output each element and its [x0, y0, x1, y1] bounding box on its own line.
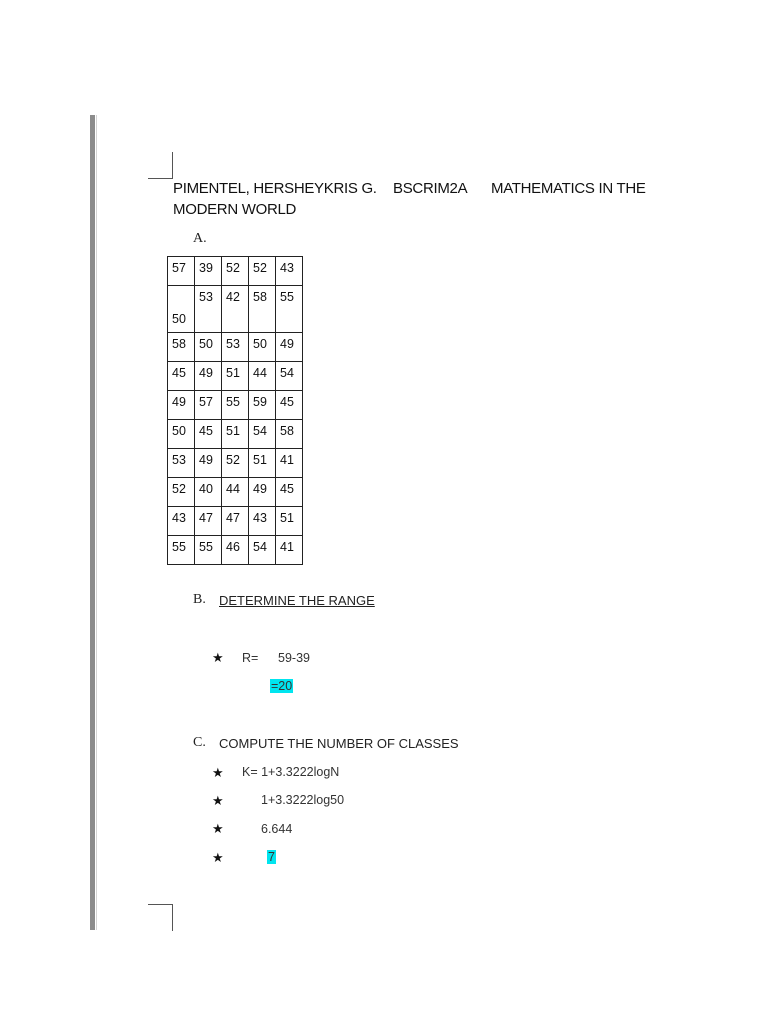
table-cell: 57 — [195, 391, 222, 420]
range-expression: 59-39 — [278, 651, 310, 665]
table-cell: 50 — [249, 333, 276, 362]
table-cell: 53 — [222, 333, 249, 362]
table-cell: 57 — [168, 257, 195, 286]
table-cell: 54 — [249, 536, 276, 565]
table-cell: 55 — [168, 536, 195, 565]
table-row — [168, 333, 303, 362]
range-result-highlight: =20 — [271, 679, 293, 693]
margin-corner-bottom — [148, 904, 173, 931]
table-cell: 53 — [168, 449, 195, 478]
table-cell: 51 — [249, 449, 276, 478]
table-row — [168, 536, 303, 565]
student-name: PIMENTEL, HERSHEYKRIS G. — [173, 180, 377, 197]
table-cell: 52 — [249, 257, 276, 286]
table-cell: 58 — [168, 333, 195, 362]
table-cell: 45 — [276, 478, 303, 507]
range-prefix: R= — [242, 651, 259, 665]
table-row — [168, 391, 303, 420]
table-cell: 55 — [195, 536, 222, 565]
table-cell: 58 — [276, 420, 303, 449]
table-cell: 51 — [222, 420, 249, 449]
section-b-title: DETERMINE THE RANGE — [219, 593, 375, 608]
table-cell: 43 — [276, 257, 303, 286]
table-cell: 45 — [168, 362, 195, 391]
table-cell: 47 — [222, 507, 249, 536]
table-cell: 45 — [195, 420, 222, 449]
table-cell: 52 — [222, 257, 249, 286]
table-cell: 43 — [168, 507, 195, 536]
star-bullet-icon: ★ — [212, 765, 224, 780]
table-cell: 39 — [195, 257, 222, 286]
table-cell: 55 — [276, 286, 303, 333]
table-cell: 49 — [249, 478, 276, 507]
table-cell: 41 — [276, 536, 303, 565]
table-row — [168, 362, 303, 391]
table-cell: 58 — [249, 286, 276, 333]
table-row — [168, 507, 303, 536]
table-row — [168, 286, 303, 333]
section-c-label: C. — [193, 735, 206, 750]
table-cell: 40 — [195, 478, 222, 507]
page-edge-shadow — [96, 115, 97, 930]
table-cell: 50 — [168, 420, 195, 449]
range-formula — [242, 651, 310, 665]
table-cell: 43 — [249, 507, 276, 536]
table-cell: 55 — [222, 391, 249, 420]
data-table — [167, 256, 303, 565]
table-cell: 42 — [222, 286, 249, 333]
table-cell: 52 — [168, 478, 195, 507]
table-row — [168, 478, 303, 507]
table-row — [168, 420, 303, 449]
header-line-1 — [173, 180, 646, 197]
classes-step-2: 1+3.3222log50 — [261, 793, 345, 807]
star-bullet-icon: ★ — [212, 821, 224, 836]
table-cell: 51 — [222, 362, 249, 391]
table-cell: 44 — [222, 478, 249, 507]
table-cell: 59 — [249, 391, 276, 420]
table-cell: 46 — [222, 536, 249, 565]
range-result — [270, 679, 293, 693]
classes-step-4 — [267, 850, 276, 864]
star-bullet-icon: ★ — [212, 793, 224, 808]
table-cell: 49 — [195, 449, 222, 478]
table-cell: 45 — [276, 391, 303, 420]
table-cell: 51 — [276, 507, 303, 536]
table-cell: 41 — [276, 449, 303, 478]
table-cell: 54 — [249, 420, 276, 449]
table-cell: 44 — [249, 362, 276, 391]
classes-result-highlight: 7 — [268, 850, 275, 864]
table-cell: 53 — [195, 286, 222, 333]
data-table-body — [168, 257, 303, 565]
margin-corner-top — [148, 152, 173, 179]
classes-step-1: K= 1+3.3222logN — [242, 765, 340, 779]
table-cell: 50 — [168, 286, 195, 333]
header-line-2: MODERN WORLD — [173, 201, 297, 218]
subject-title: MATHEMATICS IN THE — [491, 180, 646, 197]
table-row — [168, 449, 303, 478]
classes-step-3: 6.644 — [261, 822, 293, 836]
table-cell: 49 — [195, 362, 222, 391]
section-a-label: A. — [193, 231, 207, 246]
star-bullet-icon: ★ — [212, 850, 224, 865]
section-c-title: COMPUTE THE NUMBER OF CLASSES — [219, 736, 459, 751]
table-cell: 49 — [168, 391, 195, 420]
table-cell: 54 — [276, 362, 303, 391]
table-row — [168, 257, 303, 286]
star-bullet-icon: ★ — [212, 650, 224, 665]
table-cell: 47 — [195, 507, 222, 536]
table-cell: 50 — [195, 333, 222, 362]
table-cell: 49 — [276, 333, 303, 362]
section-b-label: B. — [193, 592, 206, 607]
page-edge — [90, 115, 95, 930]
course-code: BSCRIM2A — [393, 180, 468, 197]
table-cell: 52 — [222, 449, 249, 478]
